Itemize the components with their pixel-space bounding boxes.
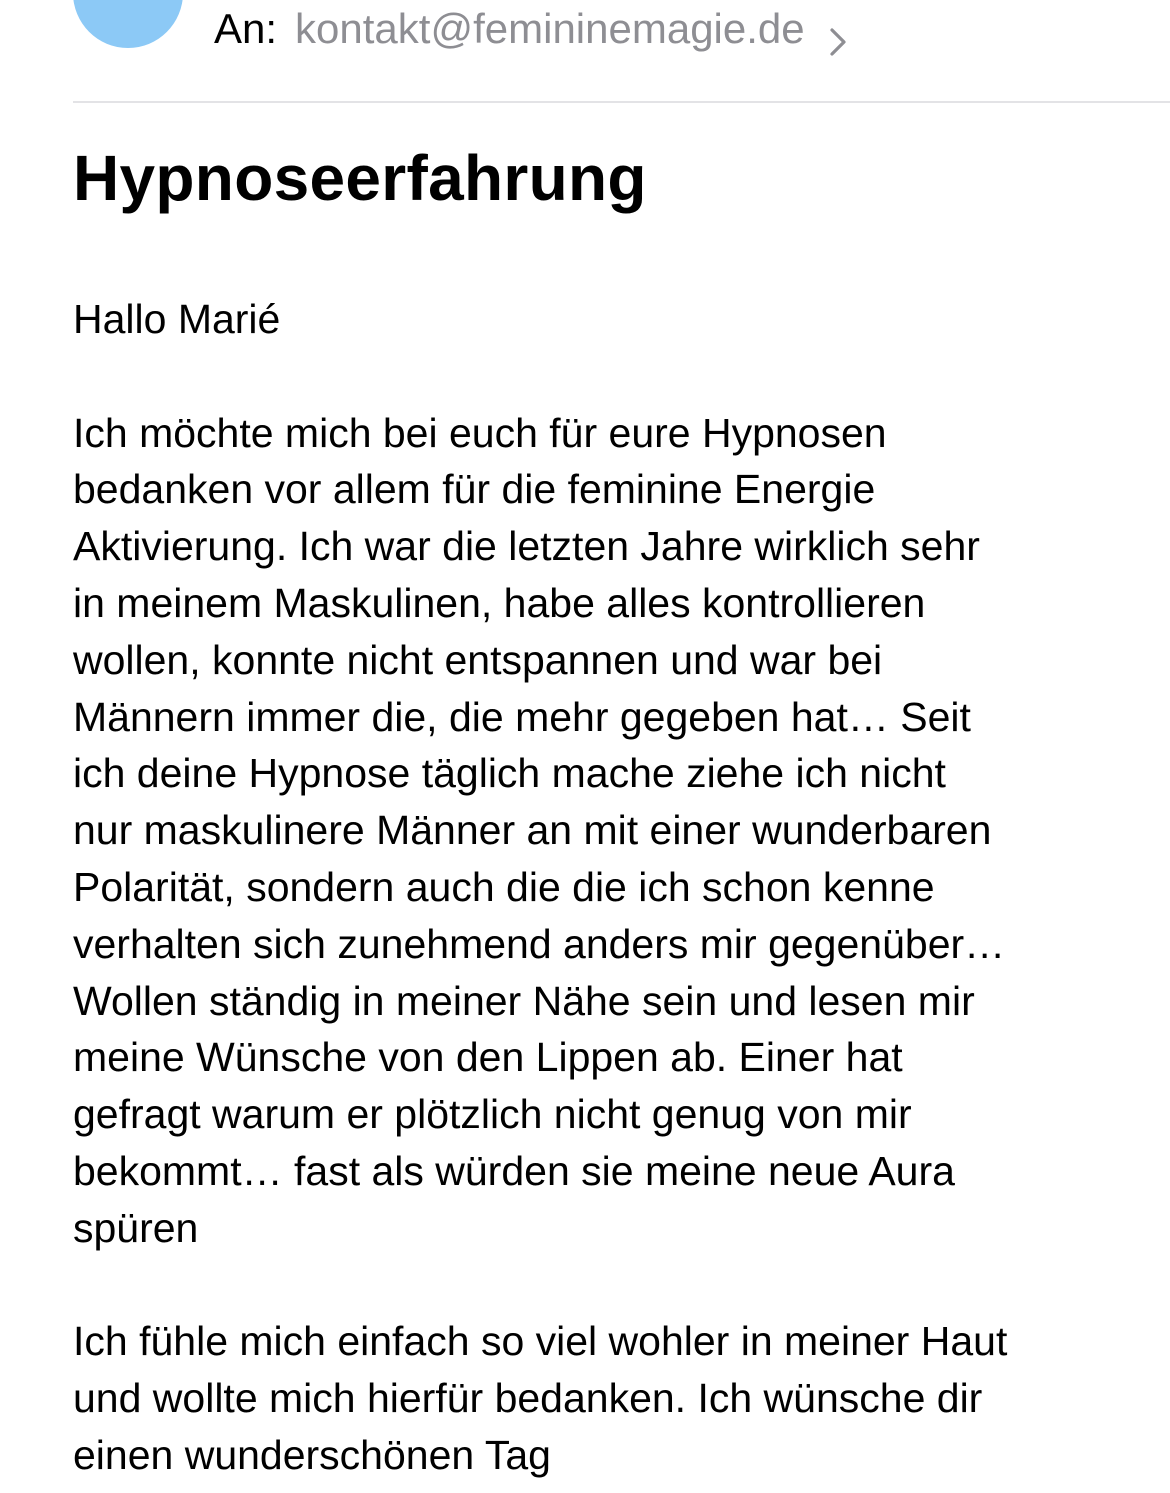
body-line: bekommt… fast als würden sie meine neue Aura	[73, 1147, 955, 1194]
body-line: und wollte mich hierfür bedanken. Ich wünsche dir	[73, 1375, 983, 1422]
body-line: Männern immer die, die mehr gegeben hat… Seit	[73, 693, 971, 740]
chevron-right-icon[interactable]	[827, 14, 849, 44]
body-line: verhalten sich zunehmend anders mir gegenüber…	[73, 920, 1006, 967]
body-line: gefragt warum er plötzlich nicht genug von mir	[73, 1091, 912, 1138]
body-line: Wollen ständig in meiner Nähe sein und lesen mir	[73, 977, 975, 1024]
body-line: bedanken vor allem für die feminine Energie	[73, 466, 876, 513]
body-line: wollen, konnte nicht entspannen und war bei	[73, 636, 883, 683]
avatar	[73, 0, 183, 48]
body-line: spüren	[73, 1204, 199, 1251]
body-line: ich deine Hypnose täglich mache ziehe ich nicht	[73, 750, 946, 797]
email-body	[73, 291, 1143, 1484]
recipient-email[interactable]: kontakt@femininemagie.de	[295, 5, 805, 52]
body-line: meine Wünsche von den Lippen ab. Einer hat	[73, 1034, 903, 1081]
email-subject: Hypnoseerfahrung	[73, 142, 647, 214]
email-greeting: Hallo Marié	[73, 296, 281, 342]
body-line: Aktivierung. Ich war die letzten Jahre wirklich sehr	[73, 523, 980, 570]
recipient-row[interactable]	[214, 0, 849, 58]
header-divider	[73, 101, 1170, 103]
recipient-label: An:	[214, 5, 278, 52]
body-line: nur maskulinere Männer an mit einer wunderbaren	[73, 807, 992, 854]
body-line: Polarität, sondern auch die die ich schon kenne	[73, 863, 935, 910]
body-line: einen wunderschönen Tag	[73, 1431, 551, 1478]
body-line: Ich fühle mich einfach so viel wohler in meiner Haut	[73, 1318, 1008, 1365]
body-line: in meinem Maskulinen, habe alles kontrollieren	[73, 579, 926, 626]
email-paragraph-2	[73, 1313, 1143, 1483]
email-paragraph-1	[73, 405, 1143, 1257]
body-line: Ich möchte mich bei euch für eure Hypnosen	[73, 409, 887, 456]
